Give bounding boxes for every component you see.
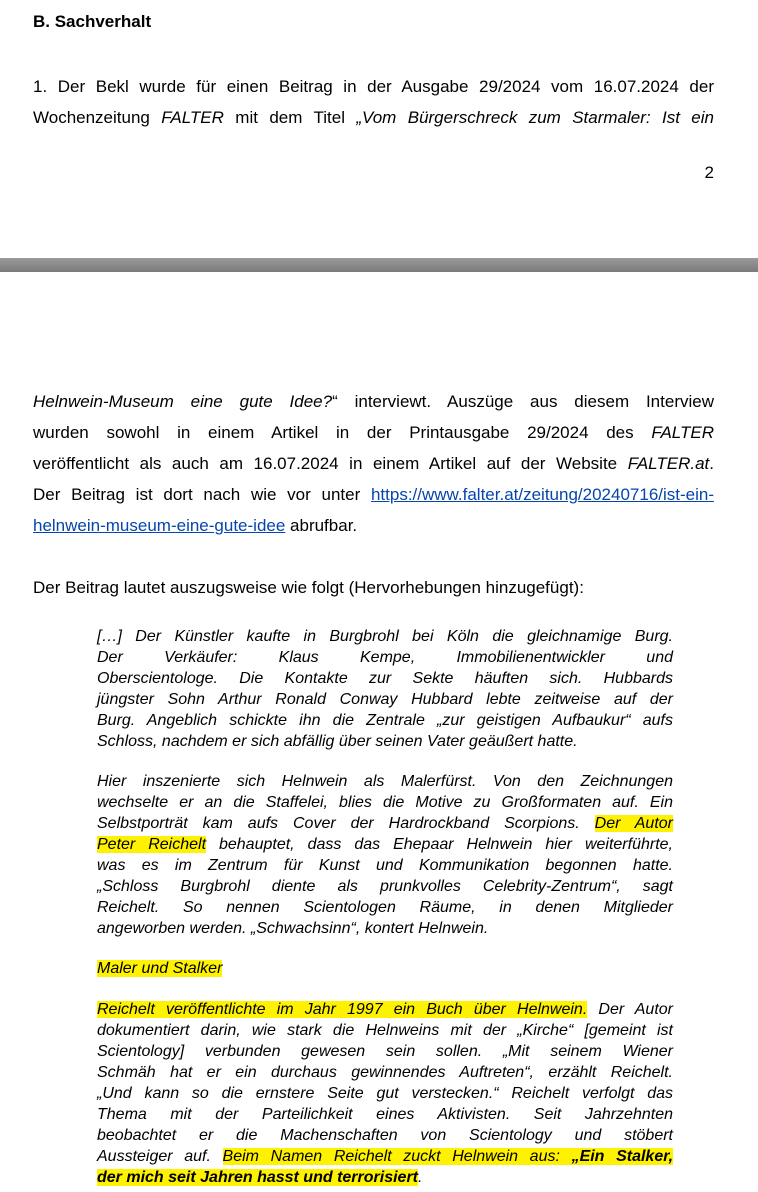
quote-line: jüngster Sohn Arthur Ronald Conway Hubbard lebte zeitweise auf der xyxy=(97,691,673,708)
quote-line: Hier inszenierte sich Helnwein als Malerfürst. Von den Zeichnungen xyxy=(97,773,673,790)
quote-line: „Und kann so die ernstere Seite gut verstecken.“ Reichelt verfolgt das xyxy=(97,1085,673,1102)
quote-line: der mich seit Jahren hasst und terrorisiert. xyxy=(97,1169,423,1186)
quote-intro: Der Beitrag lautet auszugsweise wie folgt (Hervorhebungen hinzugefügt): xyxy=(33,578,584,597)
quote-line: Scientology] verbunden gewesen sein sollen. „Mit seinem Wiener xyxy=(97,1043,673,1060)
article-link-part-1[interactable]: https://www.falter.at/zeitung/20240716/ist-ein- xyxy=(370,485,714,504)
quote-line: Burg. Angeblich schickte ihn die Zentrale „zur geistigen Aufbaukur“ aufs xyxy=(97,712,673,729)
paragraph-1-line-7: helnwein-museum-eine-gute-idee abrufbar. xyxy=(33,516,358,535)
highlighted-text: Peter Reichelt xyxy=(97,836,207,853)
article-link-part-2[interactable]: helnwein-museum-eine-gute-idee xyxy=(33,516,286,535)
quote-line: Der Verkäufer: Klaus Kempe, Immobilienentwickler und xyxy=(97,649,673,666)
quote-line: Peter Reichelt behauptet, dass das Ehepaar Helnwein hier weiterführte, xyxy=(97,836,673,853)
highlighted-text: Maler und Stalker xyxy=(97,960,223,977)
highlighted-text: Der Autor xyxy=(594,815,674,832)
section-heading: B. Sachverhalt xyxy=(33,12,152,31)
page-number: 2 xyxy=(704,163,714,182)
quote-line: Thema mit der Parteilichkeit eines Aktivisten. Seit Jahrzehnten xyxy=(97,1106,673,1123)
quote-line: Reichelt. So nennen Scientologen Räume, in denen Mitglieder xyxy=(97,899,673,916)
quote-line: Aussteiger auf. Beim Namen Reichelt zuckt Helnwein aus: „Ein Stalker, xyxy=(97,1148,674,1165)
paragraph-1-line-5: veröffentlicht als auch am 16.07.2024 in einem Artikel auf der Website FALTER.at. xyxy=(33,454,714,473)
paragraph-1-line-6: Der Beitrag ist dort nach wie vor unter https://www.falter.at/zeitung/20240716/ist-ein- xyxy=(33,485,714,504)
paragraph-1-line-4: wurden sowohl in einem Artikel in der Printausgabe 29/2024 des FALTER xyxy=(33,423,714,442)
page-break-separator xyxy=(0,258,758,272)
quote-line: Selbstporträt kam aufs Cover der Hardrockband Scorpions. Der Autor xyxy=(97,815,674,832)
highlighted-text: Beim Namen Reichelt zuckt Helnwein aus: xyxy=(222,1148,572,1165)
quote-line: Oberscientologe. Die Kontakte zur Sekte häuften sich. Hubbards xyxy=(97,670,673,687)
quote-line: Reichelt veröffentlichte im Jahr 1997 ein Buch über Helnwein. Der Autor xyxy=(97,1001,673,1018)
quote-line: dokumentiert darin, wie stark die Helnweins mit der „Kirche“ [gemeint ist xyxy=(97,1022,673,1039)
quote-subheading xyxy=(97,959,673,980)
paragraph-1-line-2: Wochenzeitung FALTER mit dem Titel „Vom Bürgerschreck zum Starmaler: Ist ein xyxy=(33,108,714,127)
quote-line: was es im Zentrum für Kunst und Kommunikation begonnen hatte. xyxy=(97,857,673,874)
paragraph-1-line-3: Helnwein-Museum eine gute Idee?“ interviewt. Auszüge aus diesem Interview xyxy=(33,392,714,411)
quote-line: beobachtet er die Machenschaften von Scientology und stöbert xyxy=(97,1127,673,1144)
quote-line: Schmäh hat er ein durchaus gewinnendes Auftreten“, erzählt Reichelt. xyxy=(97,1064,673,1081)
quote-line: Schloss, nachdem er sich abfällig über seinen Vater geäußert hatte. xyxy=(97,733,578,750)
quote-line: angeworben werden. „Schwachsinn“, kontert Helnwein. xyxy=(97,920,489,937)
highlighted-text: „Ein Stalker, xyxy=(571,1148,674,1165)
highlighted-text: Reichelt veröffentlichte im Jahr 1997 ein Buch über Helnwein. xyxy=(97,1001,588,1018)
quote-line: wechselte er an die Staffelei, blies die Motive zu Großformaten auf. Ein xyxy=(97,794,673,811)
quote-line: […] Der Künstler kaufte in Burgbrohl bei Köln die gleichnamige Burg. xyxy=(97,628,673,645)
quote-line: „Schloss Burgbrohl diente als prunkvolles Celebrity-Zentrum“, sagt xyxy=(97,878,673,895)
highlighted-text: der mich seit Jahren hasst und terrorisiert xyxy=(97,1169,418,1186)
paragraph-1-line-1: 1. Der Bekl wurde für einen Beitrag in der Ausgabe 29/2024 vom 16.07.2024 der xyxy=(33,77,714,96)
